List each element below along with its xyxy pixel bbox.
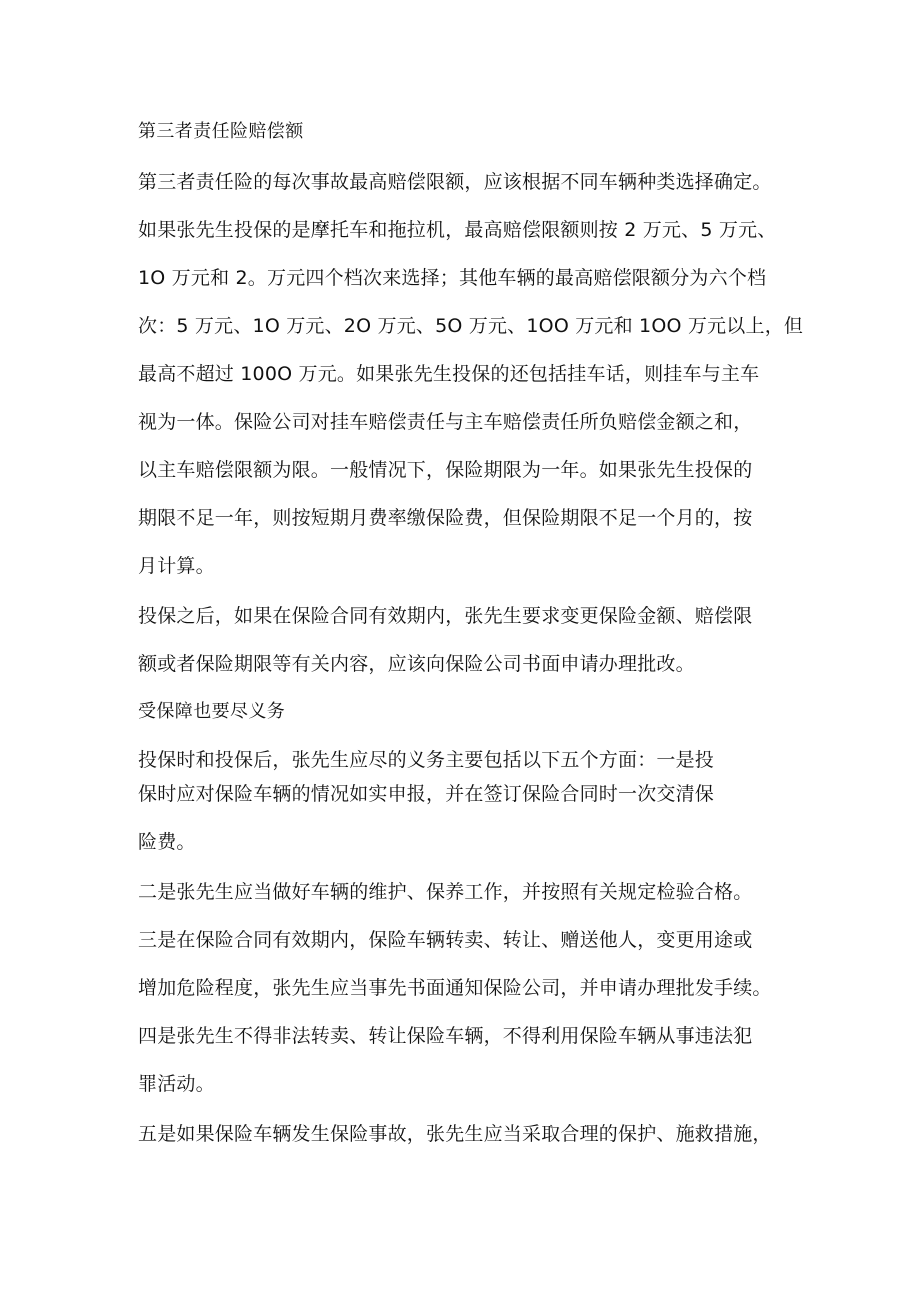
- paragraph-line: 月计算。: [138, 555, 215, 577]
- paragraph-line: 投保时和投保后，张先生应尽的义务主要包括以下五个方面：一是投: [138, 749, 715, 771]
- paragraph-line: 罪活动。: [138, 1073, 215, 1095]
- section-heading-obligations: 受保障也要尽义务: [138, 701, 286, 722]
- paragraph-line: 1O 万元和 2。万元四个档次来选择；其他车辆的最高赔偿限额分为六个档: [138, 267, 767, 289]
- paragraph-line: 险费。: [138, 831, 196, 853]
- paragraph-line: 次：5 万元、1O 万元、2O 万元、5O 万元、1OO 万元和 1OO 万元以上，但: [138, 315, 804, 337]
- paragraph-line: 保时应对保险车辆的情况如实申报，并在签订保险合同时一次交清保: [138, 783, 715, 805]
- paragraph-line: 三是在保险合同有效期内，保险车辆转卖、转让、赠送他人，变更用途或: [138, 929, 753, 951]
- paragraph-line: 四是张先生不得非法转卖、转让保险车辆，不得利用保险车辆从事违法犯: [138, 1025, 753, 1047]
- paragraph-line: 二是张先生应当做好车辆的维护、保养工作，并按照有关规定检验合格。: [138, 881, 753, 903]
- paragraph-line: 增加危险程度，张先生应当事先书面通知保险公司，并申请办理批发手续。: [138, 977, 772, 999]
- paragraph-line: 投保之后，如果在保险合同有效期内，张先生要求变更保险金额、赔偿限: [138, 605, 753, 627]
- paragraph-line: 第三者责任险的每次事故最高赔偿限额，应该根据不同车辆种类选择确定。: [138, 171, 772, 193]
- paragraph-line: 五是如果保险车辆发生保险事故，张先生应当采取合理的保护、施救措施，: [138, 1123, 772, 1145]
- paragraph-line: 视为一体。保险公司对挂车赔偿责任与主车赔偿责任所负赔偿金额之和，: [138, 411, 753, 433]
- section-heading-third-party-liability: 第三者责任险赔偿额: [138, 121, 304, 142]
- paragraph-line: 以主车赔偿限额为限。一般情况下，保险期限为一年。如果张先生投保的: [138, 459, 753, 481]
- paragraph-line: 如果张先生投保的是摩托车和拖拉机，最高赔偿限额则按 2 万元、5 万元、: [138, 219, 777, 241]
- paragraph-line: 期限不足一年，则按短期月费率缴保险费，但保险期限不足一个月的，按: [138, 507, 753, 529]
- paragraph-line: 额或者保险期限等有关内容，应该向保险公司书面申请办理批改。: [138, 653, 695, 675]
- paragraph-line: 最高不超过 100O 万元。如果张先生投保的还包括挂车话，则挂车与主车: [138, 363, 760, 385]
